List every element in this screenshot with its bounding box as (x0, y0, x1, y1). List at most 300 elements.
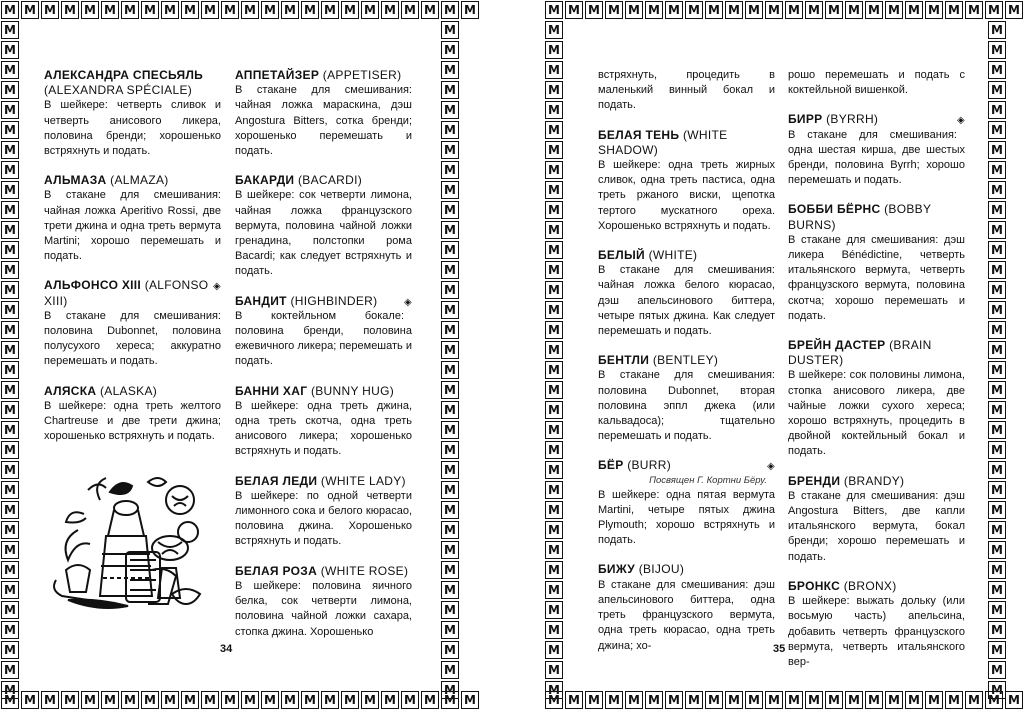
border-m-glyph: M (785, 1, 803, 19)
recipe-title (598, 128, 775, 158)
border-m-glyph: M (361, 1, 379, 19)
border-m-glyph: M (441, 691, 459, 709)
border-m-glyph: M (988, 421, 1006, 439)
border-m-glyph: M (685, 691, 703, 709)
border-m-glyph: M (825, 691, 843, 709)
border-m-glyph: M (41, 691, 59, 709)
border-m-glyph: M (401, 691, 419, 709)
recipe-title (788, 338, 965, 368)
border-m-glyph: M (645, 691, 663, 709)
border-m-glyph: M (441, 161, 459, 179)
recipe-entry (44, 278, 221, 369)
border-m-glyph: M (545, 161, 563, 179)
border-m-glyph: M (441, 21, 459, 39)
border-m-glyph: M (545, 181, 563, 199)
border-m-glyph: M (545, 301, 563, 319)
border-bottom (0, 690, 476, 710)
recipe-name-ru: БЕЛАЯ РОЗА (235, 563, 318, 578)
border-m-glyph: M (441, 301, 459, 319)
border-m-glyph: M (988, 641, 1006, 659)
recipe-name-ru: БЕЛЫЙ (598, 248, 645, 263)
recipe-entry (235, 384, 412, 460)
border-m-glyph: M (988, 101, 1006, 119)
border-m-glyph: M (201, 1, 219, 19)
border-m-glyph: M (988, 621, 1006, 639)
border-m-glyph: M (301, 1, 319, 19)
recipe-text: В стакане для смешивания: чайная ложка мараскина, дэш Angostura Bitters, сотка бренди; хорошенько перемешать и подать. (235, 84, 412, 158)
border-m-glyph: M (725, 691, 743, 709)
border-m-glyph: M (121, 691, 139, 709)
recipe-text: В коктейльном бокале: половина бренди, половина ежевичного ликера; перемешать и подать. (235, 309, 412, 368)
border-m-glyph: M (988, 501, 1006, 519)
recipe-text: В шейкере: одна треть жирных сливок, одна треть пастиса, одна треть ржаного виски, щепотка тертого мускатного ореха. Хорошенько встряхнуть и подать. (598, 159, 775, 232)
border-m-glyph: M (865, 1, 883, 19)
border-m-glyph: M (988, 41, 1006, 59)
border-m-glyph: M (545, 661, 563, 679)
border-m-glyph: M (765, 691, 783, 709)
recipe-entry (235, 173, 412, 279)
border-m-glyph: M (1, 101, 19, 119)
book-gutter (464, 0, 544, 710)
recipe-name-ru: БЁР (598, 458, 624, 473)
recipe-title (235, 294, 412, 309)
border-m-glyph: M (545, 691, 563, 709)
recipe-name-ru: БИЖУ (598, 562, 636, 577)
recipe-text: В шейкере: половина яичного белка, сок четверти лимона, половина чайной ложки сахара, стопка джина. Хорошенько (235, 579, 412, 638)
border-m-glyph: M (1, 21, 19, 39)
border-m-glyph: M (241, 691, 259, 709)
recipe-name-ru: БЕЛАЯ ТЕНЬ (598, 127, 680, 142)
border-m-glyph: M (805, 691, 823, 709)
border-m-glyph: M (81, 691, 99, 709)
border-m-glyph: M (988, 261, 1006, 279)
border-m-glyph: M (441, 641, 459, 659)
recipe-text: В шейкере: сок половины лимона, стопка анисового ликера, две чайные ложки сухого хереса; хорошо встряхнуть, процедить в двойной коктейльный бокал и подать. (788, 369, 965, 458)
border-m-glyph: M (321, 1, 339, 19)
border-m-glyph: M (101, 691, 119, 709)
border-m-glyph: M (441, 41, 459, 59)
border-m-glyph: M (705, 1, 723, 19)
border-m-glyph: M (441, 261, 459, 279)
recipe-name-ru: АППЕТАЙЗЕР (235, 68, 320, 82)
border-m-glyph: M (545, 601, 563, 619)
border-m-glyph: M (1, 181, 19, 199)
border-m-glyph: M (1, 601, 19, 619)
border-m-glyph: M (441, 141, 459, 159)
recipe-name-en: (BRAIN DUSTER) (788, 338, 932, 368)
border-m-glyph: M (161, 691, 179, 709)
recipe-text: В стакане для смешивания: чайная ложка белого кюрасао, дэш апельсинового биттера, четыре пятых джина. Как следует перемешать и подать. (598, 264, 775, 338)
border-m-glyph: M (461, 691, 479, 709)
border-m-glyph: M (545, 581, 563, 599)
recipe-entry (598, 128, 775, 234)
border-m-glyph: M (1, 501, 19, 519)
border-m-glyph: M (1, 441, 19, 459)
border-m-glyph: M (101, 1, 119, 19)
border-m-glyph: M (421, 691, 439, 709)
recipe-entry (598, 458, 775, 548)
border-m-glyph: M (341, 1, 359, 19)
recipe-title (235, 173, 412, 188)
border-right (987, 20, 1007, 697)
border-m-glyph: M (441, 381, 459, 399)
border-m-glyph: M (1, 691, 19, 709)
border-m-glyph: M (925, 691, 943, 709)
recipe-name-en: (BRANDY) (843, 473, 905, 488)
recipe-entry (44, 173, 221, 264)
border-m-glyph: M (885, 1, 903, 19)
recipe-text: В стакане для смешивания: дэш Angostura Bitters, две капли итальянского вермута, бокал бренди; хорошо перемешать и подать. (788, 489, 965, 563)
recipe-text: В шейкере: одна треть джина, одна треть скотча, одна треть анисового ликера; хорошенько встряхнуть и подать. (235, 399, 412, 458)
recipe-entry (788, 579, 965, 670)
recipe-name-en: (APPETISER) (322, 68, 402, 82)
border-m-glyph: M (261, 691, 279, 709)
border-m-glyph: M (1, 361, 19, 379)
border-m-glyph: M (988, 541, 1006, 559)
border-m-glyph: M (41, 1, 59, 19)
border-m-glyph: M (745, 1, 763, 19)
recipe-title (44, 68, 221, 98)
recipe-title (235, 474, 412, 489)
border-m-glyph: M (988, 241, 1006, 259)
recipe-title (44, 384, 221, 399)
border-m-glyph: M (441, 201, 459, 219)
border-m-glyph: M (545, 81, 563, 99)
border-m-glyph: M (545, 201, 563, 219)
border-m-glyph: M (201, 691, 219, 709)
continuation-text (788, 68, 965, 98)
continuation-text (598, 68, 775, 114)
border-m-glyph: M (988, 561, 1006, 579)
border-m-glyph: M (825, 1, 843, 19)
border-m-glyph: M (565, 1, 583, 19)
recipe-entry (598, 562, 775, 653)
right-page-column-2 (788, 68, 965, 684)
border-m-glyph: M (905, 691, 923, 709)
border-m-glyph: M (665, 691, 683, 709)
border-m-glyph: M (441, 341, 459, 359)
border-m-glyph: M (625, 1, 643, 19)
recipe-name-ru: БРОНКС (788, 578, 841, 593)
border-m-glyph: M (441, 181, 459, 199)
recipe-text: В шейкере: сок четверти лимона, чайная ложка французского вермута, половина чайной ложки гренадина, полстопки рома Bacardi; как следует встряхнуть и подать. (235, 189, 412, 278)
cocktail-shaker-illustration (48, 470, 213, 620)
recipe-entry (788, 474, 965, 565)
border-m-glyph: M (1, 221, 19, 239)
border-m-glyph: M (1, 541, 19, 559)
border-left (0, 20, 20, 697)
border-m-glyph: M (988, 401, 1006, 419)
border-m-glyph: M (1, 581, 19, 599)
border-m-glyph: M (545, 21, 563, 39)
border-m-glyph: M (985, 1, 1003, 19)
border-m-glyph: M (1, 401, 19, 419)
page-number: 34 (220, 643, 233, 655)
border-m-glyph: M (1, 161, 19, 179)
border-m-glyph: M (21, 1, 39, 19)
border-m-glyph: M (725, 1, 743, 19)
recipe-title (235, 384, 412, 399)
border-m-glyph: M (988, 341, 1006, 359)
border-m-glyph: M (988, 481, 1006, 499)
border-m-glyph: M (441, 601, 459, 619)
recipe-title (598, 458, 775, 473)
border-m-glyph: M (1, 521, 19, 539)
border-m-glyph: M (161, 1, 179, 19)
border-m-glyph: M (421, 1, 439, 19)
border-top (0, 0, 476, 20)
border-m-glyph: M (441, 421, 459, 439)
recipe-name-ru: АЛЬМАЗА (44, 173, 107, 188)
recipe-title (44, 278, 221, 308)
border-m-glyph: M (241, 1, 259, 19)
border-m-glyph: M (1, 341, 19, 359)
recipe-text: В стакане для смешивания: дэш апельсинового биттера, одна треть французского вермута, одна треть кюрасао, одна треть джина; хо- (598, 578, 775, 652)
border-m-glyph: M (988, 141, 1006, 159)
recipe-name-en: (WHITE) (648, 248, 698, 263)
border-m-glyph: M (1, 61, 19, 79)
recipe-text: В стакане для смешивания: чайная ложка Aperitivo Rossi, две трети джина и одна треть вермута Martini; хорошо перемешать и подать. (44, 189, 221, 263)
recipe-entry (235, 474, 412, 550)
recipe-text: В шейкере: четверть сливок и четверть анисового ликера, половина бренди; хорошенько встряхнуть и подать. (44, 99, 221, 158)
border-m-glyph: M (461, 1, 479, 19)
page-number: 35 (773, 643, 786, 655)
border-m-glyph: M (1, 621, 19, 639)
recipe-name-ru: БАННИ ХАГ (235, 383, 308, 398)
recipe-name-en: (WHITE SHADOW) (598, 127, 728, 157)
border-m-glyph: M (441, 121, 459, 139)
diamond-icon: ◈ (957, 115, 965, 127)
border-m-glyph: M (545, 501, 563, 519)
recipe-title (788, 202, 965, 232)
recipe-text: В стакане для смешивания: половина Dubonnet, вторая половина эппл джека (или кальвадоса); тщательно перемешать и подать. (598, 369, 775, 443)
recipe-name-en: (ALEXANDRA SPÉCIALE) (44, 83, 193, 98)
recipe-text: В стакане для смешивания: дэш ликера Bénédictine, четверть итальянского вермута, четверть французского вермута, половина скотча; хорошо перемешать и подать. (788, 233, 965, 322)
border-m-glyph: M (585, 1, 603, 19)
recipe-text: В шейкере: по одной четверти лимонного сока и белого кюрасао, половина джина. Хорошенько встряхнуть и подать. (235, 489, 412, 548)
recipe-text: встряхнуть, процедить в маленький винный бокал и подать. (598, 69, 775, 112)
border-m-glyph: M (281, 691, 299, 709)
border-m-glyph: M (221, 691, 239, 709)
border-m-glyph: M (988, 81, 1006, 99)
border-m-glyph: M (988, 181, 1006, 199)
border-m-glyph: M (545, 261, 563, 279)
recipe-name-en: (WHITE LADY) (320, 473, 406, 488)
border-m-glyph: M (361, 691, 379, 709)
recipe-entry (235, 294, 412, 370)
border-m-glyph: M (1, 1, 19, 19)
border-m-glyph: M (988, 61, 1006, 79)
recipe-name-ru: БАКАРДИ (235, 173, 295, 188)
border-m-glyph: M (845, 1, 863, 19)
recipe-name-ru: БИРР (788, 112, 823, 127)
border-m-glyph: M (1, 281, 19, 299)
diamond-icon: ◈ (213, 281, 221, 293)
border-m-glyph: M (1, 321, 19, 339)
border-m-glyph: M (605, 691, 623, 709)
diamond-icon: ◈ (404, 296, 412, 308)
border-m-glyph: M (1, 201, 19, 219)
border-m-glyph: M (441, 61, 459, 79)
border-m-glyph: M (1, 681, 19, 699)
border-m-glyph: M (988, 521, 1006, 539)
recipe-name-ru: БРЕНДИ (788, 473, 841, 488)
border-m-glyph: M (985, 691, 1003, 709)
border-m-glyph: M (988, 281, 1006, 299)
border-m-glyph: M (1, 641, 19, 659)
right-page-column-1 (598, 68, 775, 668)
left-page-column-2 (235, 68, 412, 654)
border-m-glyph: M (441, 281, 459, 299)
border-m-glyph: M (441, 221, 459, 239)
border-m-glyph: M (321, 691, 339, 709)
border-left (544, 20, 564, 697)
recipe-entry (788, 338, 965, 460)
border-m-glyph: M (21, 691, 39, 709)
border-m-glyph: M (441, 581, 459, 599)
recipe-name-en: (ALFONSO XIII) (44, 278, 209, 308)
border-m-glyph: M (1, 41, 19, 59)
border-m-glyph: M (988, 661, 1006, 679)
border-top (544, 0, 1020, 20)
recipe-entry (788, 112, 965, 188)
border-m-glyph: M (545, 221, 563, 239)
border-m-glyph: M (441, 361, 459, 379)
border-m-glyph: M (1, 81, 19, 99)
recipe-name-en: (BRONX) (843, 578, 897, 593)
border-m-glyph: M (1, 241, 19, 259)
border-m-glyph: M (1, 121, 19, 139)
border-m-glyph: M (261, 1, 279, 19)
border-m-glyph: M (221, 1, 239, 19)
recipe-name-en: (BENTLEY) (652, 353, 719, 368)
recipe-name-ru: БЕНТЛИ (598, 353, 650, 368)
border-m-glyph: M (441, 561, 459, 579)
recipe-name-ru: БАНДИТ (235, 293, 287, 308)
recipe-entry (235, 68, 412, 159)
recipe-name-ru: АЛЕКСАНДРА СПЕСЬЯЛЬ (44, 68, 204, 82)
border-m-glyph: M (988, 441, 1006, 459)
border-m-glyph: M (81, 1, 99, 19)
border-m-glyph: M (545, 401, 563, 419)
border-m-glyph: M (1, 481, 19, 499)
border-m-glyph: M (381, 691, 399, 709)
recipe-name-ru: БЕЛАЯ ЛЕДИ (235, 473, 318, 488)
border-m-glyph: M (545, 321, 563, 339)
border-m-glyph: M (545, 461, 563, 479)
border-m-glyph: M (301, 691, 319, 709)
border-m-glyph: M (545, 561, 563, 579)
border-m-glyph: M (988, 601, 1006, 619)
border-m-glyph: M (61, 1, 79, 19)
border-m-glyph: M (441, 481, 459, 499)
border-m-glyph: M (401, 1, 419, 19)
recipe-name-en: (BIJOU) (638, 562, 685, 577)
border-bottom (544, 690, 1020, 710)
recipe-entry (235, 564, 412, 640)
recipe-text: В шейкере: выжать дольку (или восьмую часть) апельсина, добавить четверть французского вермута, четверть итальянского вер- (788, 595, 965, 668)
border-m-glyph: M (988, 21, 1006, 39)
recipe-text: В стакане для смешивания: половина Dubonnet, половина полусухого хереса; аккуратно перемешать и подать. (44, 309, 221, 368)
recipe-title (44, 173, 221, 188)
border-m-glyph: M (1, 661, 19, 679)
border-m-glyph: M (865, 691, 883, 709)
border-m-glyph: M (1, 261, 19, 279)
border-m-glyph: M (845, 691, 863, 709)
border-m-glyph: M (665, 1, 683, 19)
recipe-text: В стакане для смешивания: одна шестая кирша, две шестых бренди, половина Byrrh; хорошо перемешать и подать. (788, 128, 965, 187)
border-m-glyph: M (1005, 691, 1023, 709)
border-m-glyph: M (1, 381, 19, 399)
border-m-glyph: M (441, 681, 459, 699)
border-m-glyph: M (545, 341, 563, 359)
diamond-icon: ◈ (767, 461, 775, 473)
border-m-glyph: M (281, 1, 299, 19)
border-m-glyph: M (988, 201, 1006, 219)
border-m-glyph: M (988, 461, 1006, 479)
border-m-glyph: M (885, 691, 903, 709)
border-m-glyph: M (441, 441, 459, 459)
border-m-glyph: M (545, 481, 563, 499)
border-m-glyph: M (585, 691, 603, 709)
border-m-glyph: M (988, 301, 1006, 319)
border-m-glyph: M (441, 521, 459, 539)
recipe-name-ru: АЛЯСКА (44, 383, 97, 398)
border-m-glyph: M (545, 121, 563, 139)
border-m-glyph: M (545, 101, 563, 119)
border-m-glyph: M (545, 441, 563, 459)
border-m-glyph: M (441, 501, 459, 519)
recipe-entry (44, 68, 221, 159)
recipe-title (598, 248, 775, 263)
border-m-glyph: M (141, 1, 159, 19)
border-m-glyph: M (988, 121, 1006, 139)
recipe-title (235, 68, 412, 83)
border-m-glyph: M (785, 691, 803, 709)
border-m-glyph: M (1, 301, 19, 319)
recipe-name-ru: БРЕЙН ДАСТЕР (788, 338, 886, 353)
border-m-glyph: M (545, 421, 563, 439)
border-m-glyph: M (765, 1, 783, 19)
border-m-glyph: M (988, 161, 1006, 179)
recipe-title (788, 579, 965, 594)
border-m-glyph: M (1, 461, 19, 479)
recipe-name-en: (BACARDI) (298, 173, 363, 188)
border-m-glyph: M (945, 691, 963, 709)
dedication-text: Посвящен Г. Кортни Бёру. (649, 474, 767, 486)
border-m-glyph: M (565, 691, 583, 709)
border-m-glyph: M (965, 691, 983, 709)
border-m-glyph: M (545, 141, 563, 159)
left-page-column-1 (44, 68, 221, 458)
border-m-glyph: M (905, 1, 923, 19)
border-m-glyph: M (545, 241, 563, 259)
border-m-glyph: M (1, 561, 19, 579)
border-m-glyph: M (988, 361, 1006, 379)
border-m-glyph: M (945, 1, 963, 19)
border-m-glyph: M (341, 691, 359, 709)
border-m-glyph: M (441, 661, 459, 679)
border-m-glyph: M (805, 1, 823, 19)
border-m-glyph: M (988, 221, 1006, 239)
recipe-title (788, 112, 965, 127)
border-m-glyph: M (685, 1, 703, 19)
border-m-glyph: M (705, 691, 723, 709)
left-page (0, 0, 476, 710)
recipe-name-en: (BOBBY BURNS) (788, 202, 932, 232)
border-m-glyph: M (545, 541, 563, 559)
recipe-name-en: (BUNNY HUG) (310, 383, 395, 398)
